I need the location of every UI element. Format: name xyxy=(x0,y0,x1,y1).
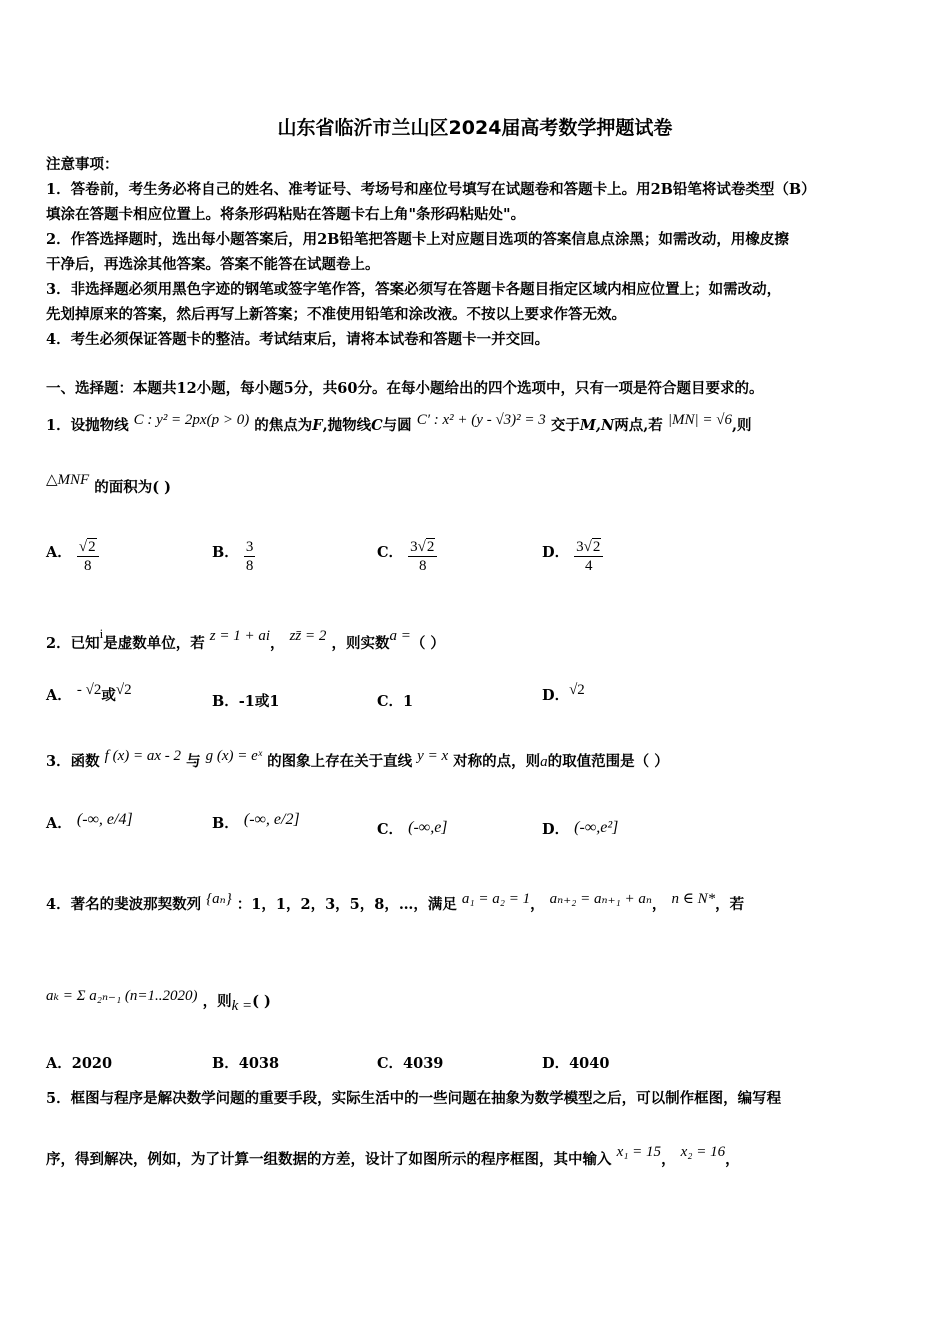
notice-line: 先划掉原来的答案，然后再写上新答案；不准使用铅笔和涂改液。不按以上要求作答无效。 xyxy=(46,306,626,323)
math-x1: x₁ = 15 xyxy=(616,1144,662,1160)
notice-line: 2．作答选择题时，选出每小题答案后，用2B铅笔把答题卡上对应题目选项的答案信息点涂黑；如需改动，用橡皮擦 xyxy=(46,231,789,248)
notice-line: 4．考生必须保证答题卡的整洁。考试结束后，请将本试卷和答题卡一并交回。 xyxy=(46,331,550,348)
q4-option-b[interactable]: B．4038 xyxy=(212,1055,280,1072)
q2-option-a[interactable]: A． - √2或√2 xyxy=(46,682,132,704)
notice-line: 1．答卷前，考生务必将自己的姓名、准考证号、考场号和座位号填写在试题卷和答题卡上。用2B铅笔将试卷类型（B） xyxy=(46,181,816,198)
question-1-cont: △MNF 的面积为( ) xyxy=(46,472,172,496)
math-g: g (x) = eˣ xyxy=(205,748,263,764)
q2-option-c[interactable]: C．1 xyxy=(377,693,414,710)
question-5-cont: 序，得到解决，例如，为了计算一组数据的方差，设计了如图所示的程序框图，其中输入 x₁ = 15， x₂ = 16， xyxy=(46,1144,740,1168)
question-2: 2．已知i是虚数单位，若 z = 1 + ai， zz̄ = 2 ，则实数a =（ ） xyxy=(46,626,445,652)
question-4-cont: aₖ = Σ a₂ₙ₋₁ (n=1..2020) ，则k =( ) xyxy=(46,988,271,1014)
math-z: z = 1 + ai xyxy=(209,628,271,644)
notice-line: 3．非选择题必须用黑色字迹的钢笔或签字笔作答，答案必须写在答题卡各题目指定区域内相应位置上；如需改动， xyxy=(46,281,782,298)
q4-option-a[interactable]: A．2020 xyxy=(46,1055,113,1072)
q4-option-d[interactable]: D．4040 xyxy=(542,1055,610,1072)
notice-line: 填涂在答题卡相应位置上。将条形码粘贴在答题卡右上角"条形码粘贴处"。 xyxy=(46,206,526,223)
math-f: f (x) = ax - 2 xyxy=(104,748,181,764)
q1-option-c[interactable]: C． $\frac{3√2}{8}$ xyxy=(377,538,437,575)
math-parabola: C : y² = 2px(p > 0) xyxy=(133,412,250,428)
question-4: 4．著名的斐波那契数列 {aₙ} ：1，1，2，3，5，8，…，满足 a₁ = a₂ = 1， aₙ₊₂ = aₙ₊₁ + aₙ， n ∈ N*，若 xyxy=(46,891,745,913)
notice-line: 干净后，再选涂其他答案。答案不能答在试题卷上。 xyxy=(46,256,380,273)
q1-option-a[interactable]: A． $\frac{√2}{8}$ xyxy=(46,538,99,575)
q1-option-b[interactable]: B． $\frac{3}{8}$ xyxy=(212,539,254,574)
section-heading: 一、选择题：本题共12小题，每小题5分，共60分。在每小题给出的四个选项中，只有一项是符合题目要求的。 xyxy=(46,380,764,397)
q3-option-d[interactable]: D． (-∞,e²] xyxy=(542,819,619,838)
q3-option-c[interactable]: C． (-∞,e] xyxy=(377,819,448,838)
math-triangle: △MNF xyxy=(46,472,90,488)
math-circle: C′ : x² + (y - √3)² = 3 xyxy=(416,412,546,428)
notice-heading: 注意事项： xyxy=(46,156,119,173)
question-5: 5．框图与程序是解决数学问题的重要手段，实际生活中的一些问题在抽象为数学模型之后，可以制作框图，编写程 xyxy=(46,1090,782,1107)
math-seq: {aₙ} xyxy=(206,891,232,907)
q2-option-b[interactable]: B．-1或1 xyxy=(212,693,280,710)
math-sum: aₖ = Σ a₂ₙ₋₁ (n=1..2020) xyxy=(46,988,198,1004)
question-1: 1．设抛物线 C : y² = 2px(p > 0) 的焦点为F,抛物线C与圆 C′ : x² + (y - √3)² = 3 交于M,N两点,若 |MN| = √6,则 xyxy=(46,412,752,434)
q4-option-c[interactable]: C．4039 xyxy=(377,1055,444,1072)
page-title: 山东省临沂市兰山区2024届高考数学押题试卷 xyxy=(277,117,673,139)
q2-option-d[interactable]: D．√2 xyxy=(542,682,585,704)
math-zz: zz̄ = 2 xyxy=(289,628,327,644)
q1-option-d[interactable]: D． $\frac{3√2}{4}$ xyxy=(542,538,603,575)
math-mn: |MN| = √6 xyxy=(667,412,732,428)
q3-option-a[interactable]: A． (-∞, e/4] xyxy=(46,811,133,832)
question-3: 3．函数 f (x) = ax - 2 与 g (x) = eˣ 的图象上存在关于直线 y = x 对称的点，则a的取值范围是（ ） xyxy=(46,748,669,770)
q3-option-b[interactable]: B． (-∞, e/2] xyxy=(212,811,300,832)
math-line: y = x xyxy=(417,748,449,764)
math-x2: x₂ = 16 xyxy=(680,1144,726,1160)
